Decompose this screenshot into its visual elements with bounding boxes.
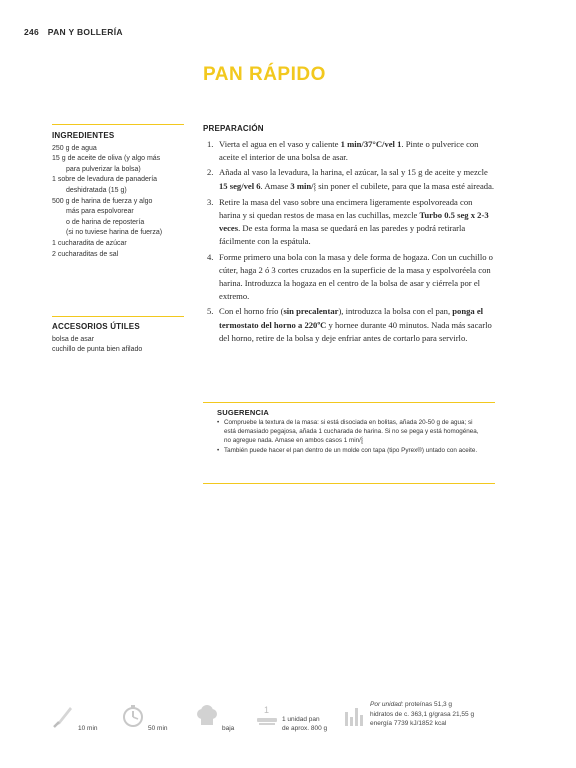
accessory-item: bolsa de asar	[52, 335, 95, 343]
step-4: 4. Forme primero una bola con la masa y dele forma de hogaza. Con un cuchillo o cúter, haga 2 ó 3 cortes cruzados en la superficie de la masa y espolvoréela con harina. Introduzca la hogaza en el centro de la bolsa de asar y ciérrela por el extremo.	[207, 251, 493, 302]
nutrition-line-2: hidratos de c. 363,1 g/grasa 21,55 g	[370, 710, 475, 718]
suggestion-list	[217, 418, 481, 455]
total-time: 50 min	[122, 704, 168, 733]
ingredient-item: deshidratada (15 g)	[66, 186, 127, 194]
step-3: 3. Retire la masa del vaso sobre una encimera ligeramente espolvoreada con harina y si quedan restos de masa en las cuchillas, mezcle Turbo 0.5 seg x 2-3 veces. De esta forma la masa se quedará en las paredes y podrá retirarla fácilmente con la espátula.	[207, 196, 489, 247]
recipe-title: PAN RÁPIDO	[203, 64, 326, 85]
accessories-title: ACCESORIOS ÚTILES	[52, 322, 140, 331]
ingredient-item: 15 g de aceite de oliva (y algo más	[52, 155, 161, 163]
ingredient-item: 250 g de agua	[52, 144, 97, 152]
knife-icon	[52, 704, 74, 733]
step-2: 2. Añada al vaso la levadura, la harina, el azúcar, la sal y 15 g de aceite y mezcle 15 seg/vel 6. Amase 3 min/⸾ sin poner el cubilete, para que la masa esté aireada.	[207, 167, 495, 191]
accessories-list	[52, 335, 192, 356]
nutrition-icon-wrap	[344, 704, 366, 733]
yield	[256, 704, 327, 733]
page-number: 246	[24, 27, 40, 37]
nutrition-label: Por unidad:	[370, 701, 404, 708]
ingredient-item: 2 cucharaditas de sal	[52, 250, 119, 258]
svg-text:1: 1	[264, 705, 270, 715]
bread-portion-icon	[256, 704, 278, 733]
yield-line-2: de aprox. 800 g	[282, 724, 328, 732]
yield-line-1: 1 unidad pan	[282, 716, 320, 723]
accessories-section	[52, 322, 192, 356]
accessory-item: cuchillo de punta bien afilado	[52, 346, 143, 354]
ingredient-item: para pulverizar la bolsa)	[66, 165, 141, 173]
ingredient-item: 1 cucharadita de azúcar	[52, 239, 127, 247]
preparation-title: PREPARACIÓN	[203, 124, 264, 133]
ingredients-list	[52, 144, 192, 261]
ingredients-section	[52, 131, 192, 260]
accessories-rule	[52, 316, 184, 317]
ingredient-item: o de harina de repostería	[66, 218, 145, 226]
ingredients-rule	[52, 124, 184, 125]
suggestion-title: SUGERENCIA	[217, 408, 270, 417]
nutrition-info: Por unidad: proteínas 51,3 g hidratos de c. 363,1 g/grasa 21,55 g energía 7739 kJ/1852 kcal	[370, 701, 475, 728]
preparation-steps	[203, 138, 495, 345]
suggestion-item: • También puede hacer el pan dentro de un molde con tapa (tipo Pyrex®) untado con aceite.	[217, 446, 481, 455]
ingredients-title: INGREDIENTES	[52, 131, 115, 140]
nutrition-line-3: energía 7739 kJ/1852 kcal	[370, 720, 447, 728]
recipe-footer	[52, 700, 502, 740]
section-name: PAN Y BOLLERÍA	[47, 27, 123, 37]
running-header	[24, 27, 123, 37]
step-1: 1. Vierta el agua en el vaso y caliente 1 min/37°C/vel 1. Pinte o pulverice con aceite el interior de una bolsa de asar.	[207, 139, 479, 163]
dough-symbol-icon: ⸾	[360, 437, 364, 445]
ingredient-item: 500 g de harina de fuerza y algo	[52, 197, 153, 205]
suggestion-box	[203, 402, 495, 484]
timer-icon	[122, 704, 144, 733]
ingredient-item: 1 sobre de levadura de panadería	[52, 176, 158, 184]
ingredient-item: más para espolvorear	[66, 208, 134, 216]
nutrition-bars-icon	[344, 704, 366, 733]
preparation-section	[203, 124, 495, 347]
suggestion-item: • Compruebe la textura de la masa: si está disociada en bolitas, añada 20-50 g de agua; si está demasiado pegajosa, añada 1 cucharada de harina. Si no se pega y está homogénea, no agregue nada. Amase en ambos casos 1 min/⸾	[217, 418, 481, 446]
dough-symbol-icon: ⸾	[313, 182, 317, 191]
step-5: 5. Con el horno frío (sin precalentar), introduzca la bolsa con el pan, ponga el termostato del horno a 220ºC y hornee durante 40 minutos. Nada más sacarlo del horno, retire de la bolsa y deje enfriar antes de cortarlo para servirlo.	[207, 306, 492, 343]
prep-time: 10 min	[52, 704, 98, 733]
difficulty: baja	[196, 704, 234, 733]
ingredient-item: (si no tuviese harina de fuerza)	[66, 229, 163, 237]
chef-hat-icon	[196, 704, 218, 733]
